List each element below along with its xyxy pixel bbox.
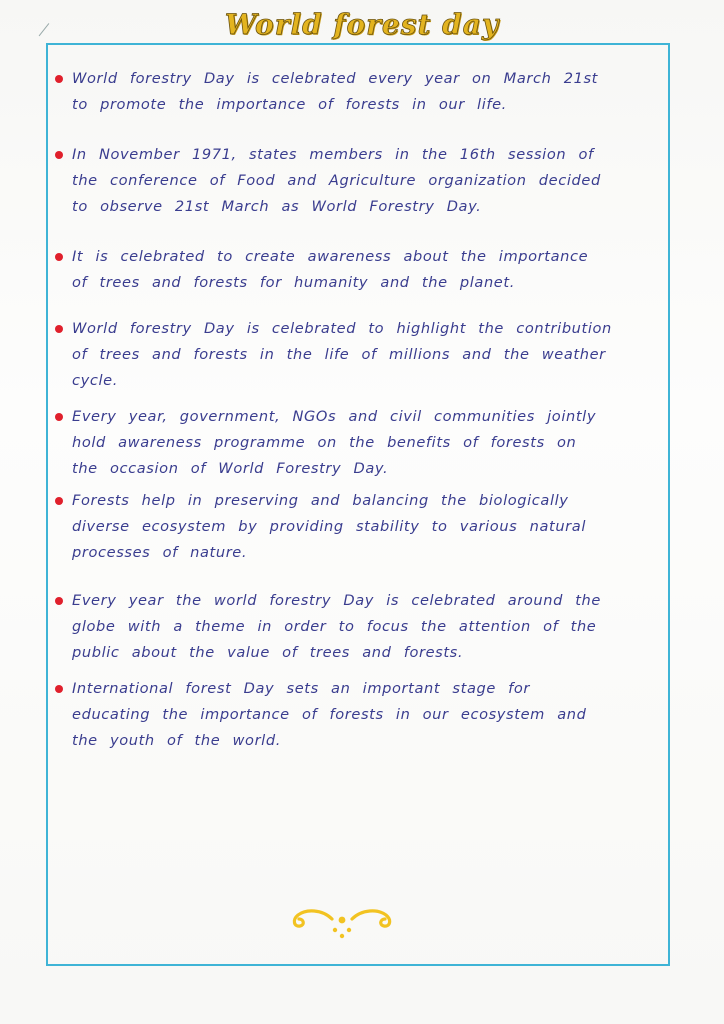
point-text: World forestry Day is celebrated to highlight the contribution of trees and forests in the life of millions and the weather cycle. (72, 320, 612, 389)
flourish-center-dot (339, 917, 346, 924)
list-item (52, 66, 612, 118)
scroll-flourish-icon (284, 905, 400, 945)
bullet-dot-icon (55, 253, 63, 261)
point-text: International forest Day sets an important stage for educating the importance of forests in our ecosystem and the youth of the world. (72, 680, 587, 749)
point-text: It is celebrated to create awareness about the importance of trees and forests for humanity and the planet. (72, 248, 589, 291)
point-text: Every year the world forestry Day is celebrated around the globe with a theme in order to focus the attention of the public about the value of trees and forests. (72, 592, 601, 661)
flourish-left (294, 911, 332, 926)
list-item (52, 244, 612, 296)
bullet-dot-icon (55, 151, 63, 159)
flourish-right (352, 911, 390, 926)
flourish-dot-right (347, 928, 351, 932)
point-text: Every year, government, NGOs and civil communities jointly hold awareness programme on the benefits of forests on the occasion of World Forestry Day. (72, 408, 597, 477)
list-item (52, 676, 612, 754)
list-item (52, 142, 612, 220)
bullet-dot-icon (55, 75, 63, 83)
list-item (52, 488, 612, 566)
list-item (52, 316, 612, 394)
bullet-dot-icon (55, 685, 63, 693)
bullet-dot-icon (55, 597, 63, 605)
bullet-dot-icon (55, 413, 63, 421)
flourish-dot-left (333, 928, 337, 932)
list-item (52, 404, 612, 482)
point-text: World forestry Day is celebrated every year on March 21st to promote the importance of forests in our life. (72, 70, 598, 113)
flourish-dot-middle (340, 934, 344, 938)
list-item (52, 588, 612, 666)
points-list (52, 66, 612, 754)
point-text: Forests help in preserving and balancing the biologically diverse ecosystem by providing stability to various natural processes of nature. (72, 492, 586, 561)
point-text: In November 1971, states members in the 16th session of the conference of Food and Agriculture organization decided to observe 21st March as World Forestry Day. (72, 146, 601, 215)
bullet-dot-icon (55, 497, 63, 505)
page-title: World forest day (224, 8, 500, 41)
bullet-dot-icon (55, 325, 63, 333)
